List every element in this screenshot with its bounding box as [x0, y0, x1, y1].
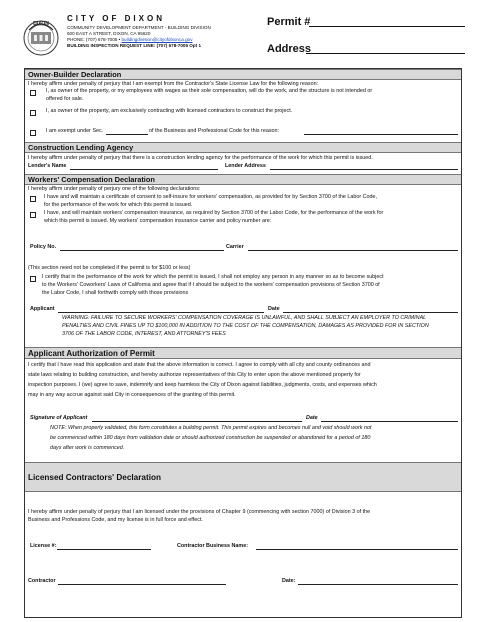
validation-note: NOTE: When properly validated, this form constitutes a building permit. This permit expires and becomes null and void should work not: [50, 425, 372, 431]
signature-applicant-label: Signature of Applicant: [30, 415, 88, 421]
carrier-label: Carrier: [226, 244, 244, 250]
workers-comp-heading: Workers' Compensation Declaration: [25, 174, 461, 185]
owner-intro: I hereby affirm under penalty of perjury that I am exempt from the Contractor's State License Law for the following reason:: [28, 81, 319, 87]
workers-option-2-checkbox[interactable]: [30, 212, 36, 218]
authorization-text-2: state laws relating to building construction, and hereby authorize representatives of this City to enter upon the above mentioned property for: [28, 372, 361, 378]
street-line: 600 EAST A STREET, DIXON, CA 95620: [67, 31, 151, 36]
workers-option-1-checkbox[interactable]: [30, 196, 36, 202]
lender-name-field[interactable]: [70, 169, 218, 170]
signature-date-field[interactable]: [321, 421, 458, 422]
workers-option-3-text-cont: to the Workers' Coworkers' Laws of California and agree that if I should be subject to the workers' compensation provisions of Section 3700 of: [42, 282, 380, 288]
applicant-signature-field[interactable]: [58, 312, 264, 313]
licensed-text-2: Business and Professions Code, and my license is in full force and effect.: [28, 517, 203, 523]
workers-option-2-text-cont: which this permit is issued. My workers' compensation insurance carrier and policy number are:: [44, 218, 272, 224]
signature-date-label: Date: [306, 415, 318, 421]
exempt-section-field[interactable]: [106, 134, 148, 135]
address-label: Address: [267, 43, 312, 55]
city-title: CITY OF DIXON: [67, 14, 165, 23]
policy-number-field[interactable]: [60, 250, 224, 251]
authorization-heading: Applicant Authorization of Permit: [25, 347, 461, 359]
lender-address-label: Lender Address: [225, 163, 266, 169]
lending-heading: Construction Lending Agency: [25, 142, 461, 153]
validation-note-cont: be commenced within 180 days from validation date or should authorized construction be suspended or abandoned for a period of 180: [50, 435, 371, 441]
license-number-label: License #:: [30, 543, 57, 549]
department-line: COMMUNITY DEVELOPMENT DEPARTMENT - BUILDING DIVISION: [67, 25, 211, 30]
contractor-date-label: Date:: [282, 578, 296, 584]
applicant-date-field[interactable]: [283, 312, 458, 313]
carrier-field[interactable]: [248, 250, 458, 251]
authorization-text-3: inspection purposes. I (we) agree to save, indemnify and keep harmless the City of Dixon against liabilities, judgments, costs, and expenses which: [28, 382, 377, 388]
workers-option-3-checkbox[interactable]: [30, 276, 36, 282]
license-number-field[interactable]: [57, 549, 151, 550]
licensed-text: I hereby affirm under penalty of perjury that I am licensed under the provisions of Chapter 9 (commencing with section 7000) of Division 3 of the: [28, 509, 371, 515]
workers-option-3-text-cont2: the Labor Code, I shall forthwith comply with those provisions: [42, 290, 189, 296]
business-name-field[interactable]: [256, 549, 458, 550]
lending-text: I hereby affirm under penalty of perjury that there is a construction lending agency for the performance of the work for which this permit is issued.: [28, 155, 373, 161]
contractor-label: Contractor: [28, 578, 56, 584]
lender-name-label: Lender's Name: [28, 163, 67, 169]
policy-number-label: Policy No.: [30, 244, 57, 250]
permit-label: Permit #: [267, 16, 311, 28]
exempt-reason-field[interactable]: [304, 134, 458, 135]
inspection-line: BUILDING INSPECTION REQUEST LINE: (707) 678-7005 Opt 1: [67, 43, 202, 48]
workers-intro: I hereby affirm under penalty of perjury one of the following declarations:: [28, 186, 201, 192]
owner-builder-heading: Owner-Builder Declaration: [25, 69, 461, 80]
validation-note-cont2: days after work is commenced.: [50, 445, 125, 451]
owner-option-3-checkbox[interactable]: [30, 130, 36, 136]
warning-text-cont: PENALTIES AND CIVIL FINES UP TO $100,000 IN ADDITION TO THE COST OF THE COMPENSATION, DAMAGES AS PROVIDED FOR IN SECTION: [62, 323, 429, 329]
authorization-text: I certify that I have read this application and state that the above information is correct. I agree to comply with all city and county ordinances and: [28, 362, 371, 368]
business-name-label: Contractor Business Name:: [177, 543, 248, 549]
warning-text: WARNING: FAILURE TO SECURE WORKERS' COMPENSATION COVERAGE IS UNLAWFUL, AND SHALL SUBJECT AN EMPLOYER TO CRIMINAL: [62, 315, 427, 321]
applicant-date-label: Date: [268, 306, 280, 312]
lender-address-field[interactable]: [270, 169, 458, 170]
phone-text: PHONE: (707) 678-7005 •: [67, 37, 121, 42]
email-link[interactable]: buildingdivision@cityofdixonca.gov: [121, 37, 193, 42]
owner-option-3-text: I am exempt under Sec.: [46, 128, 104, 134]
city-seal-logo: [22, 16, 60, 58]
address-field[interactable]: [306, 53, 465, 54]
owner-option-2-text: I, as owner of the property, am exclusively contracting with licensed contractors to construct the project.: [46, 108, 293, 114]
workers-option-3-text: I certify that in the performance of the work for which the permit is issued, I shall not employ any person in any manner so as to become subject: [42, 274, 384, 280]
svg-text:DIXON: DIXON: [33, 21, 49, 27]
owner-option-1-checkbox[interactable]: [30, 90, 36, 96]
permit-number-field[interactable]: [309, 26, 465, 27]
applicant-label: Applicant: [30, 306, 55, 312]
owner-option-3-text-cont: of the Business and Professional Code for this reason:: [149, 128, 280, 134]
workers-option-1-text-cont: for the performance of the work for which this permit is issued.: [44, 202, 193, 208]
contractor-signature-field[interactable]: [58, 584, 226, 585]
workers-option-1-text: I have and will maintain a certificate of consent to self-insure for workers' compensation, as provided for by Section 3700 of the Labor Code,: [44, 194, 378, 200]
contractor-date-field[interactable]: [298, 584, 458, 585]
owner-option-2-checkbox[interactable]: [30, 110, 36, 116]
signature-applicant-field[interactable]: [92, 421, 302, 422]
workers-note: (This section need not be completed if the permit is for $100 or less): [28, 265, 191, 271]
workers-option-2-text: I have, and will maintain workers' compensation insurance, as required by Section 3700 of the Labor Code, for the performance of the work for: [44, 210, 384, 216]
warning-text-cont2: 3706 OF THE LABOR CODE, INTEREST, AND ATTORNEY'S FEES: [62, 331, 226, 337]
authorization-text-4: may in any way accrue against said City in consequences of the granting of this permit.: [28, 392, 236, 398]
owner-option-1-text-cont: offered for sale.: [46, 96, 84, 102]
licensed-contractors-heading: Licensed Contractors' Declaration: [25, 462, 461, 492]
owner-option-1-text: I, as owner of the property, or my employees with wages as their sole compensation, will do the work, and the structure is not intended or: [46, 88, 373, 94]
